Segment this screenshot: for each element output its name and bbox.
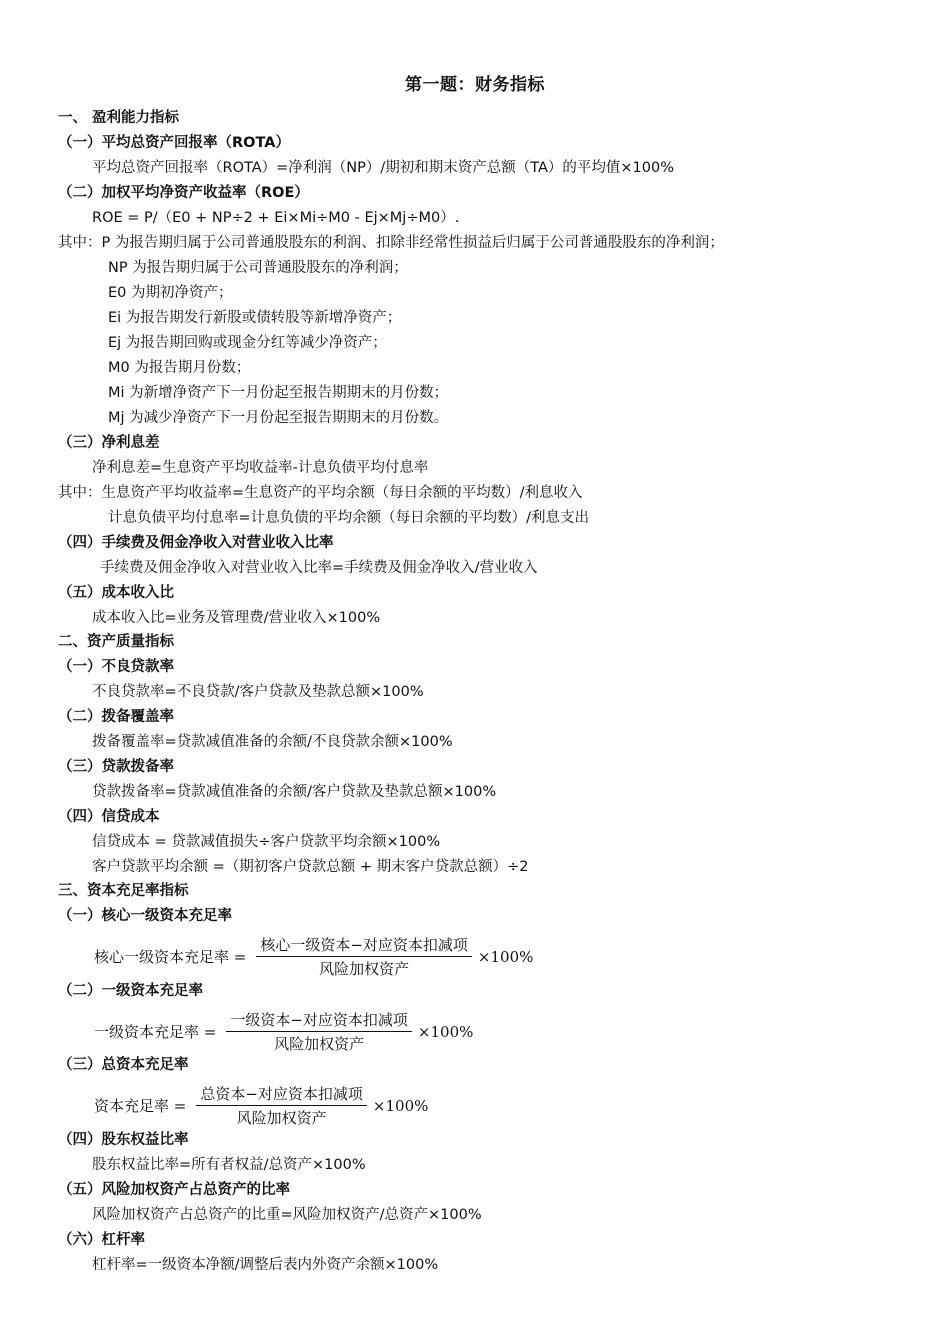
subsection-heading: （四）股东权益比率 [58,1132,189,1148]
denominator: 风险加权资产 [236,1109,327,1127]
note-text: 其中：P 为报告期归属于公司普通股股东的利润、扣除非经常性损益后归属于公司普通股股东的净利润； [58,235,724,251]
note-text: Ej 为报告期回购或现金分红等减少净资产； [108,335,387,351]
note-text: Ei 为报告期发行新股或债转股等新增净资产； [108,310,402,326]
fraction [196,1083,367,1128]
section-heading: 一、 盈利能力指标 [58,110,180,126]
multiplier: ×100% [477,947,534,966]
formula-text: ROE = P/（E0 + NP÷2 + Ei×Mi÷M0 - Ej×Mj÷M0）. [92,210,460,226]
note-text: NP 为报告期归属于公司普通股股东的净利润； [108,260,408,276]
tier1-ratio-formula [94,1009,473,1054]
formula-lhs: 一级资本充足率 = [94,1023,217,1041]
multiplier: ×100% [417,1022,474,1041]
section-heading: 三、资本充足率指标 [58,883,189,899]
subsection-heading: （一）平均总资产回报率（ROTA） [58,135,290,151]
formula-text: 杠杆率=一级资本净额/调整后表内外资产余额×100% [92,1257,439,1273]
formula-lhs: 核心一级资本充足率 = [94,948,247,966]
formula-text: 不良贷款率=不良贷款/客户贷款及垫款总额×100% [92,684,424,700]
subsection-heading: （六）杠杆率 [58,1232,145,1248]
note-text: 其中：生息资产平均收益率=生息资产的平均余额（每日余额的平均数）/利息收入 [58,485,583,501]
subsection-heading: （三）贷款拨备率 [58,759,174,775]
subsection-heading: （四）手续费及佣金净收入对营业收入比率 [58,535,334,551]
subsection-heading: （三）净利息差 [58,435,160,451]
formula-lhs: 资本充足率 = [94,1097,187,1115]
note-text: Mi 为新增净资产下一月份起至报告期期末的月份数； [108,385,449,401]
subsection-heading: （二）一级资本充足率 [58,983,203,999]
subsection-heading: （一）不良贷款率 [58,659,174,675]
note-text: Mj 为减少净资产下一月份起至报告期期末的月份数。 [108,410,449,426]
formula-text: 贷款拨备率=贷款减值准备的余额/客户贷款及垫款总额×100% [92,784,497,800]
formula-text: 客户贷款平均余额 =（期初客户贷款总额 + 期末客户贷款总额）÷2 [92,859,529,875]
numerator: 一级资本−对应资本扣减项 [226,1009,412,1032]
formula-text: 风险加权资产占总资产的比重=风险加权资产/总资产×100% [92,1207,482,1223]
subsection-heading: （三）总资本充足率 [58,1057,189,1073]
subsection-heading: （五）成本收入比 [58,585,174,601]
denominator: 风险加权资产 [319,960,410,978]
denominator: 风险加权资产 [274,1035,365,1053]
cet1-ratio-formula [94,934,533,979]
capital-adequacy-formula [94,1083,428,1128]
formula-text: 手续费及佣金净收入对营业收入比率=手续费及佣金净收入/营业收入 [100,560,538,576]
fraction [226,1009,412,1054]
fraction [256,934,472,979]
note-text: E0 为期初净资产； [108,285,233,301]
section-heading: 二、资产质量指标 [58,634,174,650]
formula-text: 净利息差=生息资产平均收益率-计息负债平均付息率 [92,460,429,476]
formula-text: 成本收入比=业务及管理费/营业收入×100% [92,610,381,626]
formula-text: 拨备覆盖率=贷款减值准备的余额/不良贷款余额×100% [92,734,453,750]
note-text: M0 为报告期月份数； [108,360,251,376]
subsection-heading: （四）信贷成本 [58,809,160,825]
note-text: 计息负债平均付息率=计息负债的平均余额（每日余额的平均数）/利息支出 [108,510,590,526]
numerator: 总资本−对应资本扣减项 [196,1083,367,1106]
formula-text: 股东权益比率=所有者权益/总资产×100% [92,1157,366,1173]
page-title: 第一题：财务指标 [405,75,545,95]
formula-text: 平均总资产回报率（ROTA）=净利润（NP）/期初和期末资产总额（TA）的平均值×100% [92,160,675,176]
multiplier: ×100% [372,1096,429,1115]
formula-text: 信贷成本 = 贷款减值损失÷客户贷款平均余额×100% [92,834,441,850]
subsection-heading: （二）加权平均净资产收益率（ROE） [58,185,309,201]
numerator: 核心一级资本−对应资本扣减项 [256,934,472,957]
subsection-heading: （一）核心一级资本充足率 [58,908,232,924]
subsection-heading: （二）拨备覆盖率 [58,709,174,725]
subsection-heading: （五）风险加权资产占总资产的比率 [58,1182,290,1198]
